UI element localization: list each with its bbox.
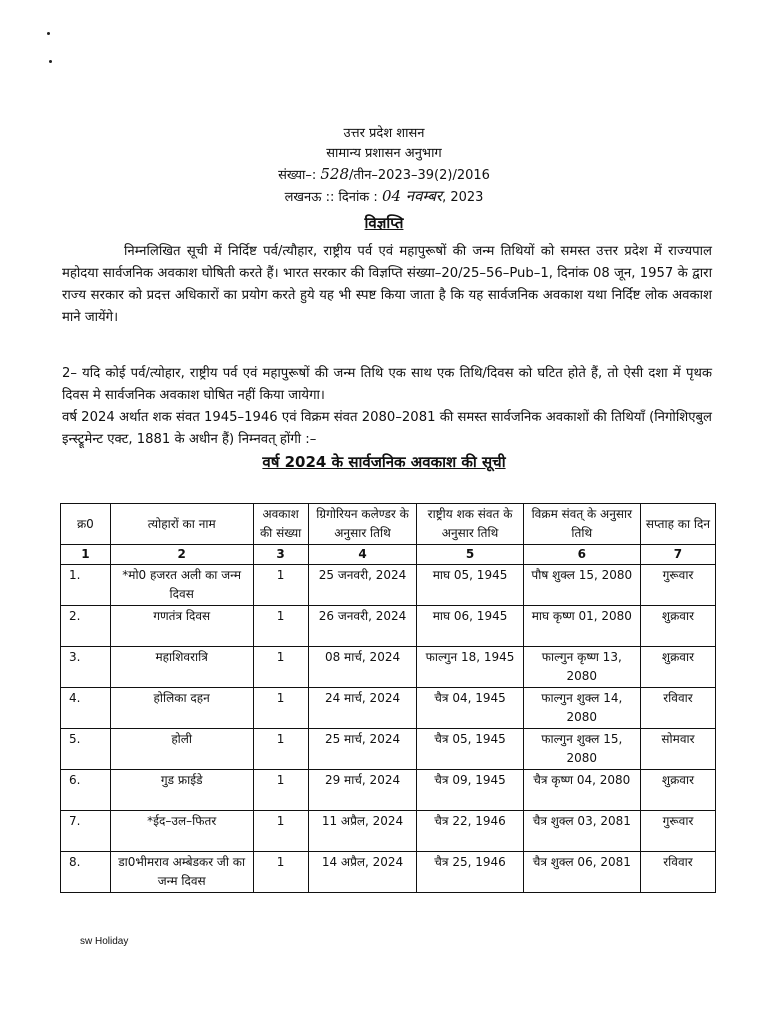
date-suffix: , 2023 [442, 190, 484, 205]
cell-serial: 4. [61, 688, 111, 729]
cell-holiday-count: 1 [253, 852, 308, 893]
column-number: 4 [308, 545, 417, 565]
scan-speck [49, 60, 52, 63]
cell-gregorian-date: 24 मार्च, 2024 [308, 688, 417, 729]
column-number: 6 [523, 545, 640, 565]
table-row [61, 770, 716, 811]
cell-vikram-date: फाल्गुन कृष्ण 13, 2080 [523, 647, 640, 688]
header-shaka-date: राष्ट्रीय शक संवत के अनुसार तिथि [417, 504, 523, 545]
table-row [61, 852, 716, 893]
cell-holiday-count: 1 [253, 770, 308, 811]
header-serial: क्र0 [61, 504, 111, 545]
cell-weekday: रविवार [640, 688, 715, 729]
notice-title: विज्ञप्ति [364, 214, 404, 232]
cell-vikram-date: फाल्गुन शुक्ल 14, 2080 [523, 688, 640, 729]
table-row [61, 606, 716, 647]
cell-vikram-date: फाल्गुन शुक्ल 15, 2080 [523, 729, 640, 770]
table-header-row [61, 504, 716, 545]
holiday-table [60, 503, 716, 893]
cell-shaka-date: चैत्र 25, 1946 [417, 852, 523, 893]
cell-serial: 8. [61, 852, 111, 893]
cell-festival-name: होलिका दहन [110, 688, 253, 729]
cell-festival-name: महाशिवरात्रि [110, 647, 253, 688]
cell-festival-name: *मो0 हजरत अली का जन्म दिवस [110, 565, 253, 606]
paragraph-2 [62, 363, 712, 451]
cell-holiday-count: 1 [253, 647, 308, 688]
cell-shaka-date: चैत्र 04, 1945 [417, 688, 523, 729]
paragraph-2-line-1: 2– यदि कोई पर्व/त्योहार, राष्ट्रीय पर्व एवं महापुरूषों की जन्म तिथि एक साथ एक तिथि/दिवस को घटित होते हैं, तो ऐसी दशा में पृथक दिवस मे सार्वजनिक अवकाश घोषित नहीं किया जायेगा। [62, 366, 712, 403]
cell-gregorian-date: 25 मार्च, 2024 [308, 729, 417, 770]
date-prefix: लखनऊ :: दिनांक : [284, 190, 378, 205]
cell-shaka-date: चैत्र 05, 1945 [417, 729, 523, 770]
cell-festival-name: गणतंत्र दिवस [110, 606, 253, 647]
table-row [61, 811, 716, 852]
holiday-list-title: वर्ष 2024 के सार्वजनिक अवकाश की सूची [262, 453, 506, 471]
cell-festival-name: डा0भीमराव अम्बेडकर जी का जन्म दिवस [110, 852, 253, 893]
header-vikram-date: विक्रम संवत् के अनुसार तिथि [523, 504, 640, 545]
date-handwritten: 04 नवम्बर [381, 187, 443, 205]
scan-speck [47, 32, 50, 35]
cell-shaka-date: माघ 05, 1945 [417, 565, 523, 606]
cell-shaka-date: फाल्गुन 18, 1945 [417, 647, 523, 688]
column-number: 7 [640, 545, 715, 565]
cell-shaka-date: चैत्र 22, 1946 [417, 811, 523, 852]
government-name: उत्तर प्रदेश शासन [343, 126, 425, 141]
column-number: 2 [110, 545, 253, 565]
paragraph-2-line-2: वर्ष 2024 अर्थात शक संवत 1945–1946 एवं विक्रम संवत 2080–2081 की समस्त सार्वजनिक अवकाशों की तिथियाँ (निगोशिएबुल इन्स्ट्रूमेन्ट एक्ट, 1881 के अधीन हैं) निम्नवत् होंगी :– [62, 410, 712, 447]
cell-shaka-date: माघ 06, 1945 [417, 606, 523, 647]
cell-serial: 1. [61, 565, 111, 606]
header-festival-name: त्योहारों का नाम [110, 504, 253, 545]
cell-festival-name: गुड फ्राईडे [110, 770, 253, 811]
cell-festival-name: *ईद–उल–फितर [110, 811, 253, 852]
table-row [61, 647, 716, 688]
cell-gregorian-date: 25 जनवरी, 2024 [308, 565, 417, 606]
cell-holiday-count: 1 [253, 811, 308, 852]
cell-serial: 6. [61, 770, 111, 811]
cell-weekday: शुक्रवार [640, 647, 715, 688]
cell-gregorian-date: 11 अप्रैल, 2024 [308, 811, 417, 852]
header-weekday: सप्ताह का दिन [640, 504, 715, 545]
cell-vikram-date: चैत्र कृष्ण 04, 2080 [523, 770, 640, 811]
footer-label: sw Holiday [80, 936, 129, 947]
cell-serial: 3. [61, 647, 111, 688]
cell-weekday: सोमवार [640, 729, 715, 770]
cell-vikram-date: चैत्र शुक्ल 06, 2081 [523, 852, 640, 893]
table-row [61, 565, 716, 606]
cell-holiday-count: 1 [253, 606, 308, 647]
column-number: 5 [417, 545, 523, 565]
cell-gregorian-date: 26 जनवरी, 2024 [308, 606, 417, 647]
header-holiday-count: अवकाश की संख्या [253, 504, 308, 545]
cell-weekday: शुक्रवार [640, 606, 715, 647]
cell-shaka-date: चैत्र 09, 1945 [417, 770, 523, 811]
cell-holiday-count: 1 [253, 729, 308, 770]
reference-handwritten: 528 [320, 165, 350, 183]
cell-vikram-date: माघ कृष्ण 01, 2080 [523, 606, 640, 647]
cell-weekday: शुक्रवार [640, 770, 715, 811]
table-row [61, 688, 716, 729]
cell-gregorian-date: 14 अप्रैल, 2024 [308, 852, 417, 893]
reference-number [0, 164, 768, 186]
reference-prefix: संख्या–: [278, 168, 317, 183]
cell-serial: 2. [61, 606, 111, 647]
cell-weekday: गुरूवार [640, 811, 715, 852]
cell-weekday: रविवार [640, 852, 715, 893]
column-number: 1 [61, 545, 111, 565]
cell-weekday: गुरूवार [640, 565, 715, 606]
column-number: 3 [253, 545, 308, 565]
cell-serial: 5. [61, 729, 111, 770]
cell-holiday-count: 1 [253, 565, 308, 606]
issue-date [0, 186, 768, 208]
document-header [0, 124, 768, 208]
cell-vikram-date: चैत्र शुक्ल 03, 2081 [523, 811, 640, 852]
cell-festival-name: होली [110, 729, 253, 770]
department-name: सामान्य प्रशासन अनुभाग [326, 146, 442, 161]
cell-gregorian-date: 08 मार्च, 2024 [308, 647, 417, 688]
cell-gregorian-date: 29 मार्च, 2024 [308, 770, 417, 811]
table-row [61, 729, 716, 770]
paragraph-1: निम्नलिखित सूची में निर्दिष्ट पर्व/त्यौहार, राष्ट्रीय पर्व एवं महापुरूषों की जन्म तिथियों को समस्त उत्तर प्रदेश में राज्यपाल महोदया सार्वजनिक अवकाश घोषिती करते हैं। भारत सरकार की विज्ञप्ति संख्या–20/25–56–Pub–1, दिनांक 08 जून, 1957 के द्वारा राज्य सरकार को प्रदत्त अधिकारों का प्रयोग करते हुये यह भी स्पष्ट किया जाता है कि यह सार्वजनिक अवकाश यथा निर्दिष्ट लोक अवकाश माने जायेंगे। [62, 244, 712, 325]
header-gregorian-date: ग्रिगोरियन कलेण्डर के अनुसार तिथि [308, 504, 417, 545]
column-number-row [61, 545, 716, 565]
reference-suffix: /तीन–2023–39(2)/2016 [349, 168, 490, 183]
cell-vikram-date: पौष शुक्ल 15, 2080 [523, 565, 640, 606]
cell-serial: 7. [61, 811, 111, 852]
cell-holiday-count: 1 [253, 688, 308, 729]
